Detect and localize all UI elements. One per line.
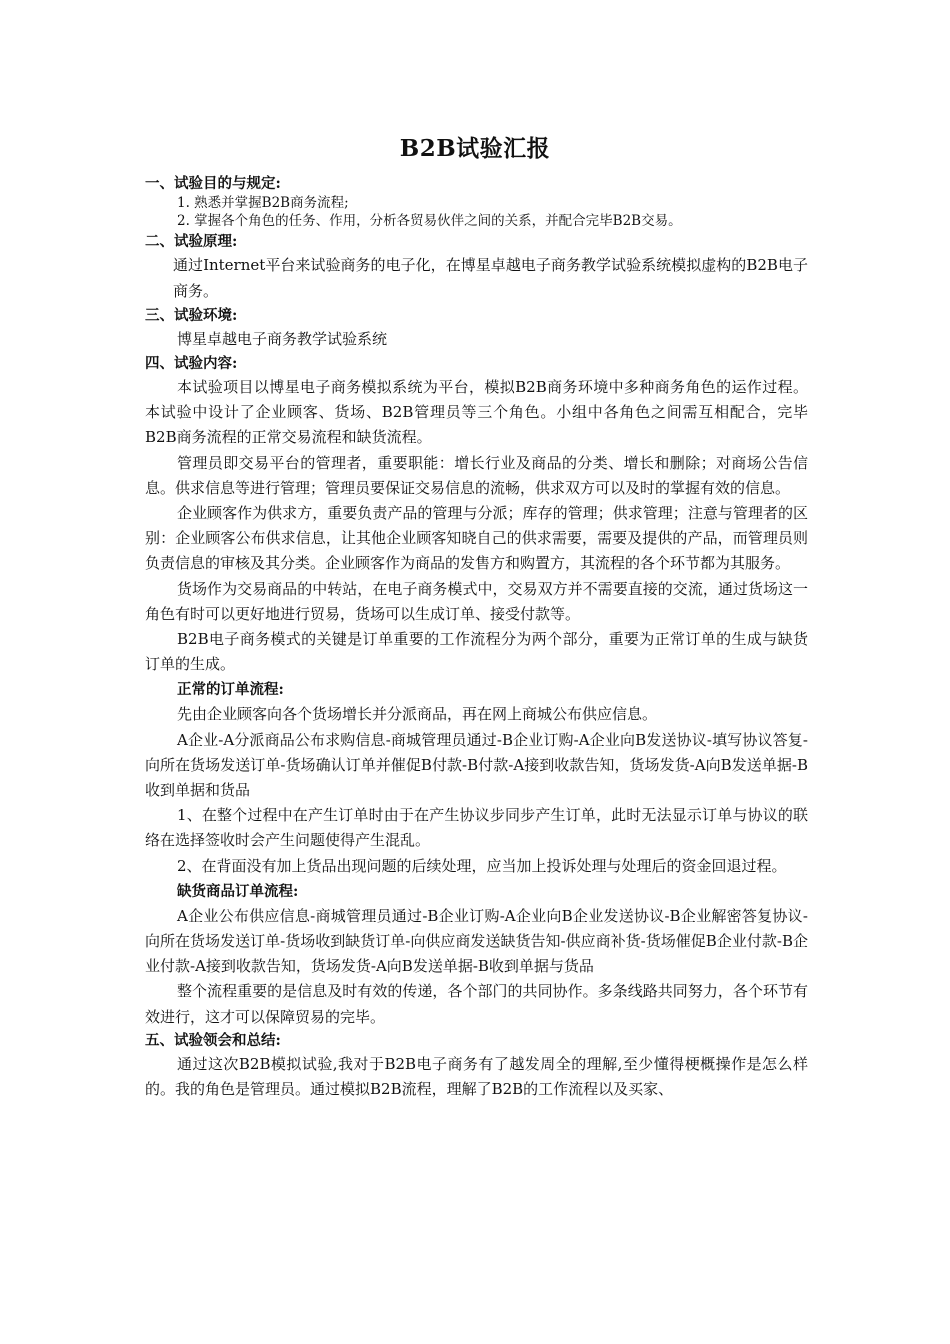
content-paragraph: 货场作为交易商品的中转站，在电子商务模式中，交易双方并不需要直接的交流，通过货场这一角色有时可以更好地进行贸易，货场可以生成订单、接受付款等。 xyxy=(145,579,808,623)
goal-item: 1. 熟悉并掌握B2B商务流程; xyxy=(177,195,349,211)
section-heading-content: 四、试验内容: xyxy=(145,355,238,372)
goal-item: 2. 掌握各个角色的任务、作用，分析各贸易伙伴之间的关系，并配合完毕B2B交易。 xyxy=(177,212,682,229)
principle-text: 通过Internet平台来试验商务的电子化，在博星卓越电子商务教学试验系统模拟虚构的B2B电子商务。 xyxy=(173,256,808,300)
normal-flow-paragraph: 2、在背面没有加上货品出现问题的后续处理，应当加上投诉处理与处理后的资金回退过程。 xyxy=(177,856,787,875)
environment-text: 博星卓越电子商务教学试验系统 xyxy=(177,330,388,348)
section-heading-environment: 三、试验环境: xyxy=(145,307,238,324)
summary-paragraph: 通过这次B2B模拟试验,我对于B2B电子商务有了越发周全的理解,至少懂得梗概操作是怎么样的。我的角色是管理员。通过模拟B2B流程，理解了B2B的工作流程以及买家、 xyxy=(145,1054,808,1099)
shortage-flow-paragraph: A企业公布供应信息-商城管理员通过-B企业订购-A企业向B企业发送协议-B企业解密答复协议-向所在货场发送订单-货场收到缺货订单-向供应商发送缺货告知-供应商补货-货场催促B企业付款-B企业付款-A接到收款告知，货场发货-A向B发送单据-B收到单据与货品 xyxy=(145,906,808,976)
document-body xyxy=(145,174,808,1102)
shortage-flow-paragraph: 整个流程重要的是信息及时有效的传递，各个部门的共同协作。多条线路共同努力，各个环节有效进行，这才可以保障贸易的完毕。 xyxy=(145,982,808,1026)
document-title: B2B试验汇报 xyxy=(399,135,551,162)
content-paragraph: 企业顾客作为供求方，重要负责产品的管理与分派；库存的管理；供求管理；注意与管理者的区别：企业顾客公布供求信息，让其他企业顾客知晓自己的供求需要，需要及提供的产品，而管理员则负责信息的审核及其分类。企业顾客作为商品的发售方和购置方，其流程的各个环节都为其服务。 xyxy=(145,504,808,573)
normal-flow-paragraph: 先由企业顾客向各个货场增长并分派商品，再在网上商城公布供应信息。 xyxy=(177,705,658,724)
shortage-flow-heading: 缺货商品订单流程: xyxy=(177,882,299,900)
section-heading-summary: 五、试验领会和总结: xyxy=(145,1031,281,1049)
section-heading-principle: 二、试验原理: xyxy=(145,233,238,250)
normal-flow-paragraph: 1、在整个过程中在产生订单时由于在产生协议步同步产生订单，此时无法显示订单与协议的联络在选择签收时会产生问题使得产生混乱。 xyxy=(145,806,808,850)
normal-flow-paragraph: A企业-A分派商品公布求购信息-商城管理员通过-B企业订购-A企业向B发送协议-填写协议答复-向所在货场发送订单-货场确认订单并催促B付款-B付款-A接到收款告知，货场发货-A向B发送单据-B收到单据和货品 xyxy=(145,730,808,800)
content-paragraph: 本试验项目以博星电子商务模拟系统为平台，模拟B2B商务环境中多种商务角色的运作过程。本试验中设计了企业顾客、货场、B2B管理员等三个角色。小组中各角色之间需互相配合，完毕B2B商务流程的正常交易流程和缺货流程。 xyxy=(145,378,808,447)
content-paragraph: 管理员即交易平台的管理者，重要职能：增长行业及商品的分类、增长和删除；对商场公告信息。供求信息等进行管理；管理员要保证交易信息的流畅，供求双方可以及时的掌握有效的信息。 xyxy=(145,453,808,497)
normal-flow-heading: 正常的订单流程: xyxy=(177,681,284,699)
content-paragraph: B2B电子商务模式的关键是订单重要的工作流程分为两个部分，重要为正常订单的生成与缺货订单的生成。 xyxy=(145,630,808,674)
section-heading-goal: 一、试验目的与规定: xyxy=(145,175,281,192)
